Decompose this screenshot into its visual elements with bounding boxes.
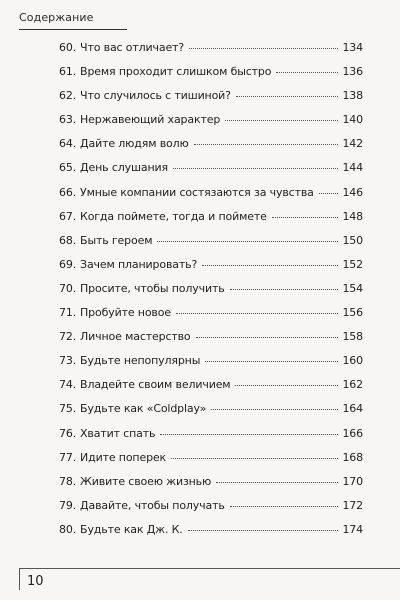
toc-entry[interactable] [59, 210, 363, 234]
toc-entry[interactable] [59, 451, 363, 475]
toc-entry-page: 174 [342, 522, 363, 536]
dot-leader [276, 72, 338, 73]
dot-leader [202, 265, 338, 266]
toc-entry[interactable] [59, 65, 363, 89]
toc-entry[interactable] [59, 234, 363, 258]
dot-leader [157, 241, 338, 242]
footer-tick [19, 568, 20, 590]
toc-entry-page: 154 [342, 281, 363, 295]
dot-leader [196, 337, 339, 338]
toc-entry[interactable] [59, 113, 363, 137]
toc-entry-title: Быть героем [80, 233, 153, 247]
toc-entry-page: 144 [342, 161, 363, 175]
page-number: 10 [27, 574, 44, 589]
section-title: Содержание [19, 11, 94, 24]
dot-leader [216, 482, 338, 483]
toc-entry-number: 75. [59, 402, 77, 416]
toc-entry-title: Живите своею жизнью [80, 474, 212, 488]
toc-entry[interactable] [59, 41, 363, 65]
toc-entry-number: 60. [59, 41, 77, 54]
toc-entry-title: День слушания [80, 161, 168, 175]
dot-leader [230, 506, 339, 507]
toc-entry-number: 64. [59, 137, 77, 151]
toc-entry-title: Личное мастерство [80, 330, 191, 344]
toc-entry-title: Хватит спать [80, 426, 156, 440]
toc-entry-page: 168 [342, 450, 363, 464]
toc-entry-page: 170 [342, 474, 363, 488]
toc-entry-title: Давайте, чтобы получать [80, 498, 225, 512]
toc-entry-number: 74. [59, 378, 77, 392]
toc-entry-title: Будьте как «Coldplay» [80, 402, 207, 416]
toc-entry-title: Что случилось с тишиной? [80, 89, 231, 103]
toc-entry-page: 148 [342, 209, 363, 223]
toc-entry-number: 63. [59, 113, 77, 127]
toc-entry-title: Пробуйте новое [80, 306, 171, 320]
toc-entry-number: 73. [59, 354, 77, 368]
dot-leader [225, 120, 338, 121]
toc-entry-page: 160 [342, 354, 363, 368]
running-header [19, 10, 127, 30]
toc-entry-number: 61. [59, 65, 77, 79]
toc-entry[interactable] [59, 378, 363, 402]
dot-leader [230, 289, 339, 290]
toc-entry-title: Нержавеющий характер [80, 113, 221, 127]
dot-leader [236, 96, 339, 97]
dot-leader [189, 48, 338, 49]
toc-entry-number: 76. [59, 426, 77, 440]
toc-entry[interactable] [59, 427, 363, 451]
footer-rule [19, 568, 400, 569]
dot-leader [319, 193, 339, 194]
header-rule [19, 29, 127, 30]
toc-entry[interactable] [59, 354, 363, 378]
toc-entry-page: 146 [342, 185, 363, 199]
toc-entry[interactable] [59, 282, 363, 306]
dot-leader [211, 409, 338, 410]
toc-entry[interactable] [59, 186, 363, 210]
dot-leader [173, 168, 338, 169]
toc-entry-title: Просите, чтобы получить [80, 281, 225, 295]
toc-entry-number: 69. [59, 257, 77, 271]
toc-entry-number: 71. [59, 306, 77, 320]
toc-entry-number: 65. [59, 161, 77, 175]
toc-entry-title: Умные компании состязаются за чувства [80, 185, 314, 199]
toc-entry-page: 166 [342, 426, 363, 440]
toc-entry[interactable] [59, 258, 363, 282]
dot-leader [194, 144, 339, 145]
toc-entry[interactable] [59, 402, 363, 426]
toc-entry[interactable] [59, 306, 363, 330]
toc-entry-page: 142 [342, 137, 363, 151]
dot-leader [188, 530, 339, 531]
toc-entry[interactable] [59, 89, 363, 113]
toc-entry-page: 156 [342, 306, 363, 320]
dot-leader [176, 313, 339, 314]
toc-entry-page: 162 [342, 378, 363, 392]
toc-entry-title: Будьте как Дж. К. [80, 522, 183, 536]
table-of-contents [59, 41, 363, 547]
toc-entry-page: 164 [342, 402, 363, 416]
toc-entry-title: Когда поймете, тогда и поймете [80, 209, 267, 223]
toc-entry-title: Будьте непопулярны [80, 354, 201, 368]
toc-entry-page: 150 [342, 233, 363, 247]
toc-entry-number: 67. [59, 209, 77, 223]
toc-entry-page: 136 [342, 65, 363, 79]
toc-entry-page: 158 [342, 330, 363, 344]
toc-entry-number: 68. [59, 233, 77, 247]
toc-entry-page: 138 [342, 89, 363, 103]
toc-entry-page: 172 [342, 498, 363, 512]
toc-entry-title: Дайте людям волю [80, 137, 189, 151]
toc-entry-number: 77. [59, 450, 77, 464]
toc-entry-number: 78. [59, 474, 77, 488]
toc-entry-number: 66. [59, 185, 77, 199]
toc-entry-title: Зачем планировать? [80, 257, 198, 271]
toc-entry[interactable] [59, 499, 363, 523]
dot-leader [171, 458, 338, 459]
toc-entry-number: 79. [59, 498, 77, 512]
toc-entry[interactable] [59, 161, 363, 185]
toc-entry-number: 72. [59, 330, 77, 344]
toc-entry-page: 152 [342, 257, 363, 271]
toc-entry-number: 62. [59, 89, 77, 103]
toc-entry-page: 134 [342, 41, 363, 54]
dot-leader [272, 217, 339, 218]
toc-entry-title: Идите поперек [80, 450, 167, 464]
toc-entry[interactable] [59, 137, 363, 161]
toc-entry-title: Что вас отличает? [80, 41, 185, 54]
toc-entry-title: Владейте своим величием [80, 378, 231, 392]
toc-entry[interactable] [59, 475, 363, 499]
toc-entry-number: 70. [59, 281, 77, 295]
toc-entry[interactable] [59, 330, 363, 354]
toc-entry-page: 140 [342, 113, 363, 127]
dot-leader [160, 434, 338, 435]
dot-leader [205, 361, 338, 362]
dot-leader [235, 385, 338, 386]
toc-entry-number: 80. [59, 522, 77, 536]
toc-entry[interactable] [59, 523, 363, 547]
toc-entry-title: Время проходит слишком быстро [80, 65, 272, 79]
